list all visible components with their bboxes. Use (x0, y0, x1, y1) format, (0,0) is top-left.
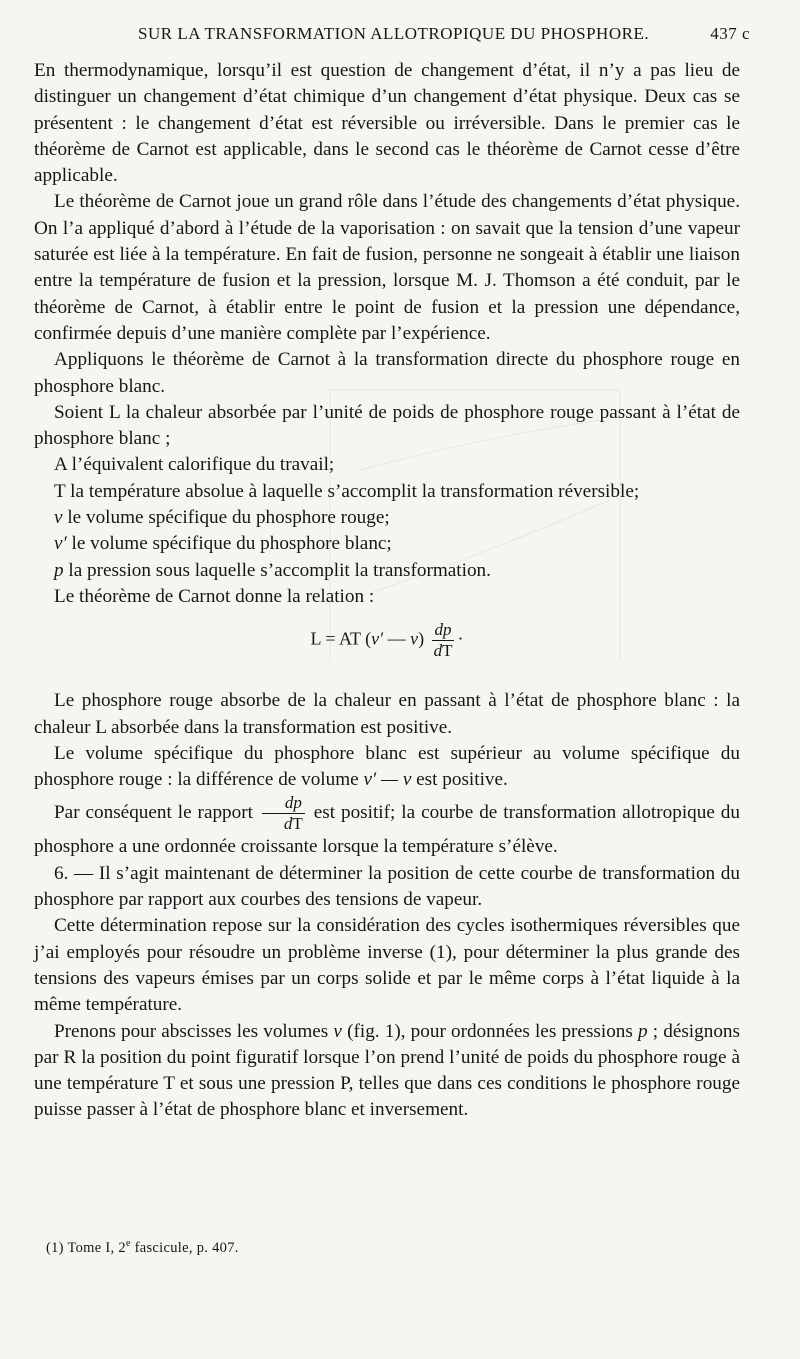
paragraph-11-a: Prenons pour abscisses les volumes (54, 1020, 334, 1042)
inline-den-T: T (292, 814, 303, 834)
paragraph-11-b: (fig. 1), pour ordonnées les pressions (341, 1020, 639, 1042)
paragraph-8 (34, 793, 740, 860)
inline-numerator: dp (262, 793, 305, 814)
formula-v: v (410, 628, 419, 649)
formula-fraction (432, 620, 455, 661)
formula-den-d: d (433, 641, 443, 661)
formula-denominator (432, 641, 455, 661)
paragraph-10: Cette détermination repose sur la considération des cycles isothermiques réversibles que j’ai employés pour résoudre un problème inverse (1), pour déterminer la plus grande des tensions des vapeurs émises par un corps solide et par le même corps à l’état liquide à la même température. (34, 915, 740, 1016)
footnote-superscript: e (125, 1238, 131, 1249)
formula-end: · (457, 628, 464, 649)
paragraph-2: Le théorème de Carnot joue un grand rôle dans l’étude des changements d’état physique. On l’a appliqué d’abord à l’étude de la vaporisation : on savait que la tension d’une vapeur saturée est liée à la température. En fait de fusion, personne ne songeait à établir une liaison entre la température de fusion et la pression, lorsque M. J. Thomson a été conduit, par le théorème de Carnot, à établir entre le point de fusion et la pression une dépendance, confirmée depuis d’une manière complète par l’expérience. (34, 191, 740, 344)
definition-p (34, 558, 740, 584)
definition-p-text: la pression sous laquelle s’accomplit la transformation. (63, 559, 491, 581)
formula-den-T: T (442, 641, 453, 661)
formula-lhs: L = AT ( (310, 628, 372, 649)
inline-denominator (262, 814, 305, 834)
page-number: 437 c (710, 24, 750, 43)
paragraph-11-v: v (333, 1020, 342, 1042)
formula-minus: — (383, 628, 411, 649)
paragraph-3: Appliquons le théorème de Carnot à la transformation directe du phosphore rouge en phosphore blanc. (34, 349, 740, 397)
paragraph-11 (34, 1019, 740, 1124)
definition-v-text: le volume spécifique du phosphore rouge; (62, 507, 390, 529)
paragraph-11-p: p (638, 1020, 648, 1042)
main-text (34, 58, 740, 1124)
symbol-p: p (54, 559, 64, 581)
paragraph-7-a: Le volume spécifique du phosphore blanc est supérieur au volume spécifique du phosphore rouge : la différence de volume (34, 742, 740, 791)
formula-body (311, 620, 464, 661)
formula-rparen: ) (418, 628, 425, 649)
formula-v-prime: v′ (371, 628, 384, 649)
paragraph-7-expr: v′ — v (363, 769, 412, 791)
paragraph-1: En thermodynamique, lorsqu’il est question de changement d’état, il n’y a pas lieu de distinguer un changement d’état chimique d’un changement d’état physique. Deux cas se présentent : le changement d’état est réversible ou irréversible. Dans le premier cas le théorème de Carnot est applicable, dans le second cas le théorème de Carnot cesse d’être applicable. (34, 60, 740, 187)
paragraph-7-c: est positive. (411, 769, 508, 791)
definition-T: T la température absolue à laquelle s’accomplit la transformation réversible; (54, 480, 640, 502)
paragraph-8-b: est positif; la courbe de transformation allotropique du phosphore a une ordonnée croissante lorsque la température s’élève. (34, 802, 740, 858)
footnote-marker: (1) (46, 1239, 64, 1256)
footnote-rest: fascicule, p. 407. (130, 1239, 239, 1256)
definition-A: A l’équivalent calorifique du travail; (54, 454, 335, 476)
footnote (46, 1238, 239, 1257)
inline-fraction (262, 793, 305, 834)
carnot-formula (34, 620, 740, 674)
definition-v-prime (34, 531, 740, 557)
inline-den-d: d (283, 814, 293, 834)
paragraph-7 (34, 741, 740, 794)
definition-v-prime-text: le volume spécifique du phosphore blanc; (66, 533, 392, 555)
paragraph-8-a: Par conséquent le rapport (54, 802, 259, 824)
paragraph-5: Le théorème de Carnot donne la relation : (54, 585, 375, 607)
symbol-v-prime: v′ (54, 533, 67, 555)
running-header (60, 24, 750, 48)
footnote-text: Tome I, 2 (63, 1239, 126, 1256)
definition-v (34, 505, 740, 531)
paragraph-4: Soient L la chaleur absorbée par l’unité de poids de phosphore rouge passant à l’état de phosphore blanc ; (34, 401, 740, 450)
running-title: SUR LA TRANSFORMATION ALLOTROPIQUE DU PHOSPHORE. (138, 24, 650, 43)
paragraph-6: Le phosphore rouge absorbe de la chaleur en passant à l’état de phosphore blanc : la chaleur L absorbée dans la transformation est positive. (34, 690, 740, 738)
paragraph-9: 6. — Il s’agit maintenant de déterminer la position de cette courbe de transformation du phosphore par rapport aux courbes des tensions de vapeur. (34, 862, 740, 911)
formula-numerator: dp (432, 620, 455, 641)
paragraph-11-c: ; désignons par R la position du point figuratif lorsque l’on prend l’unité de poids du phosphore rouge à une température T et sous une pression P, telles que dans ces conditions le phosphore rouge puisse passer à l’état de phosphore blanc et inversement. (34, 1020, 740, 1121)
symbol-v: v (54, 507, 63, 529)
